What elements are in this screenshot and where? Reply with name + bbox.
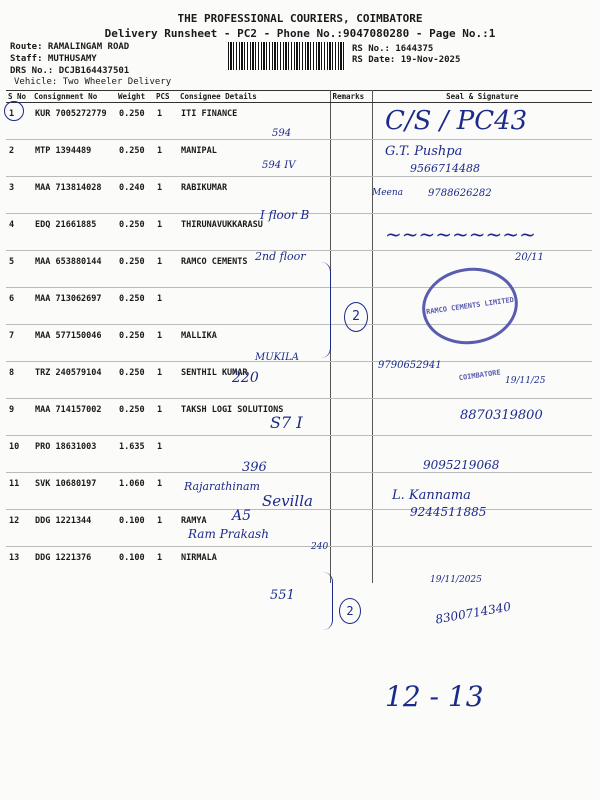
- cell-sno: 11: [6, 473, 32, 510]
- cell-consignee: MANIPAL: [178, 140, 330, 177]
- cell-consignee: SENTHIL KUMAR: [178, 362, 330, 399]
- group-circle-2: 2: [339, 598, 361, 624]
- cell-remarks: [330, 177, 372, 214]
- cell-sno: 6: [6, 288, 32, 325]
- cell-remarks: [330, 436, 372, 473]
- handwritten-name: Ram Prakash: [188, 527, 269, 541]
- cell-pcs: 1: [154, 140, 178, 177]
- handwritten-note: 551: [270, 588, 295, 603]
- cell-sno: 13: [9, 553, 20, 563]
- cell-pcs: 1: [157, 553, 163, 563]
- cell-consignee: NIRMALA: [181, 553, 217, 563]
- cell-consignment: DDG 1221344: [32, 510, 116, 547]
- cell-pcs: 1: [154, 214, 178, 251]
- table-row: [6, 510, 592, 547]
- group-circle-2: 2: [344, 302, 368, 332]
- handwritten-signature: Meena: [372, 188, 404, 198]
- cell-weight: 1.060: [116, 473, 154, 510]
- col-sno: S No: [6, 91, 32, 103]
- col-consignment: Consignment No: [32, 91, 116, 103]
- handwritten-note: 2nd floor: [255, 250, 306, 263]
- handwritten-phone: 8300714340: [434, 599, 512, 627]
- cell-weight: 0.250: [116, 288, 154, 325]
- cell-sno: 7: [6, 325, 32, 362]
- col-pcs: PCS: [154, 91, 178, 103]
- cell-pcs: 1: [154, 436, 178, 473]
- cell-signature: [372, 547, 592, 584]
- cell-consignment: MAA 577150046: [32, 325, 116, 362]
- cell-weight: 0.250: [116, 362, 154, 399]
- group-brace: [300, 262, 331, 358]
- table-row: [6, 140, 592, 177]
- cell-weight: 0.250: [116, 140, 154, 177]
- cell-sno: 3: [6, 177, 32, 214]
- handwritten-phone: 9790652941: [378, 360, 442, 371]
- cell-consignment: DDG 1221376: [35, 553, 92, 563]
- cell-sno: 4: [6, 214, 32, 251]
- cell-consignment: MAA 714157002: [32, 399, 116, 436]
- cell-consignee: TAKSH LOGI SOLUTIONS: [178, 399, 330, 436]
- company-title: THE PROFESSIONAL COURIERS, COIMBATORE: [177, 12, 423, 25]
- cell-weight: 0.250: [116, 399, 154, 436]
- handwritten-note: S7 I: [270, 413, 303, 432]
- cell-sno: 9: [6, 399, 32, 436]
- cell-pcs: 1: [154, 251, 178, 288]
- cell-weight: 0.250: [116, 214, 154, 251]
- handwritten-note: A5: [232, 508, 252, 524]
- cell-remarks: [330, 103, 372, 140]
- cell-pcs: 1: [154, 103, 178, 140]
- handwritten-date: 19/11/2025: [430, 575, 482, 585]
- group-brace: [310, 572, 333, 630]
- cell-pcs: 1: [154, 399, 178, 436]
- cell-sno: 2: [6, 140, 32, 177]
- cell-sno: 1: [6, 103, 32, 140]
- handwritten-phone: 9788626282: [428, 188, 492, 199]
- cell-weight: 0.250: [116, 103, 154, 140]
- vehicle-label: Vehicle: Two Wheeler Delivery: [14, 77, 172, 87]
- handwritten-number: 240: [311, 542, 329, 552]
- cell-consignment: EDQ 21661885: [32, 214, 116, 251]
- cell-consignee: RAMYA: [178, 510, 330, 547]
- col-signature: Seal & Signature: [372, 91, 592, 103]
- row1-circle-mark: [4, 101, 24, 121]
- cell-weight: 0.100: [116, 510, 154, 547]
- cell-pcs: 1: [154, 177, 178, 214]
- cell-remarks: [330, 362, 372, 399]
- cell-consignment: TRZ 240579104: [32, 362, 116, 399]
- handwritten-signature-scribble: ~~~~~~~~~: [385, 222, 536, 246]
- cell-remarks: [330, 547, 372, 584]
- cell-sno: 5: [6, 251, 32, 288]
- handwritten-date: 20/11: [515, 252, 544, 263]
- cell-weight: 1.635: [116, 436, 154, 473]
- cell-remarks: [330, 510, 372, 547]
- rs-number: RS No.: 1644375: [352, 44, 434, 54]
- handwritten-note: 594: [272, 128, 292, 139]
- cell-consignment: MAA 713062697: [32, 288, 116, 325]
- col-weight: Weight: [116, 91, 154, 103]
- barcode: [228, 42, 346, 70]
- cell-consignment: MAA 713814028: [32, 177, 116, 214]
- handwritten-name: Rajarathinam: [184, 480, 260, 493]
- cell-consignee: THIRUNAVUKKARASU: [178, 214, 330, 251]
- company-seal-stamp: RAMCO CEMENTS LIMITED COIMBATORE: [417, 262, 523, 351]
- handwritten-date: 19/11/25: [505, 376, 546, 386]
- handwritten-signature: C/S / PC43: [385, 106, 528, 136]
- cell-pcs: 1: [154, 510, 178, 547]
- cell-consignment: MTP 1394489: [32, 140, 116, 177]
- cell-weight: 0.100: [119, 553, 145, 563]
- cell-consignment: KUR 7005272779: [32, 103, 116, 140]
- cell-consignee: RAMCO CEMENTS: [178, 251, 330, 288]
- table-header-row: [6, 91, 592, 103]
- handwritten-note: 220: [232, 370, 259, 386]
- cell-sno: 12: [6, 510, 32, 547]
- cell-sno: 10: [6, 436, 32, 473]
- cell-sno: 8: [6, 362, 32, 399]
- cell-consignee: RABIKUMAR: [178, 177, 330, 214]
- cell-remarks: [330, 214, 372, 251]
- cell-pcs: 1: [154, 362, 178, 399]
- cell-weight: 0.240: [116, 177, 154, 214]
- handwritten-phone: 9566714488: [410, 162, 480, 175]
- handwritten-total: 12 - 13: [385, 680, 484, 713]
- col-consignee: Consignee Details: [178, 91, 330, 103]
- cell-pcs: 1: [154, 473, 178, 510]
- handwritten-note: I floor B: [260, 208, 310, 222]
- handwritten-phone: 8870319800: [460, 408, 543, 423]
- cell-pcs: 1: [154, 288, 178, 325]
- handwritten-name: MUKILA: [255, 352, 299, 363]
- cell-remarks: [330, 140, 372, 177]
- rs-date: RS Date: 19-Nov-2025: [352, 55, 461, 65]
- handwritten-phone: 9244511885: [410, 505, 487, 519]
- staff-label: Staff: MUTHUSAMY: [10, 54, 97, 64]
- cell-consignment: MAA 653880144: [32, 251, 116, 288]
- cell-pcs: 1: [154, 325, 178, 362]
- cell-weight: 0.250: [116, 251, 154, 288]
- table-row: [6, 547, 592, 584]
- cell-consignee: ITI FINANCE: [178, 103, 330, 140]
- handwritten-note: 594 IV: [262, 160, 296, 171]
- handwritten-signature: L. Kannama: [392, 488, 471, 503]
- col-remarks: Remarks: [330, 91, 372, 103]
- runsheet-subtitle: Delivery Runsheet - PC2 - Phone No.:9047080280 - Page No.:1: [104, 27, 496, 40]
- handwritten-phone: 9095219068: [423, 458, 500, 472]
- cell-consignee: MALLIKA: [178, 325, 330, 362]
- cell-consignment: SVK 10680197: [32, 473, 116, 510]
- route-label: Route: RAMALINGAM ROAD: [10, 42, 130, 52]
- drs-label: DRS No.: DCJB164437501: [10, 66, 130, 76]
- cell-remarks: [330, 473, 372, 510]
- cell-remarks: [330, 399, 372, 436]
- handwritten-signature: G.T. Pushpa: [385, 144, 463, 159]
- handwritten-note: 396: [242, 460, 267, 475]
- handwritten-note: Sevilla: [262, 492, 313, 510]
- cell-remarks: [330, 251, 372, 288]
- cell-weight: 0.250: [116, 325, 154, 362]
- cell-consignment: PRO 18631003: [32, 436, 116, 473]
- table-row: [6, 436, 592, 473]
